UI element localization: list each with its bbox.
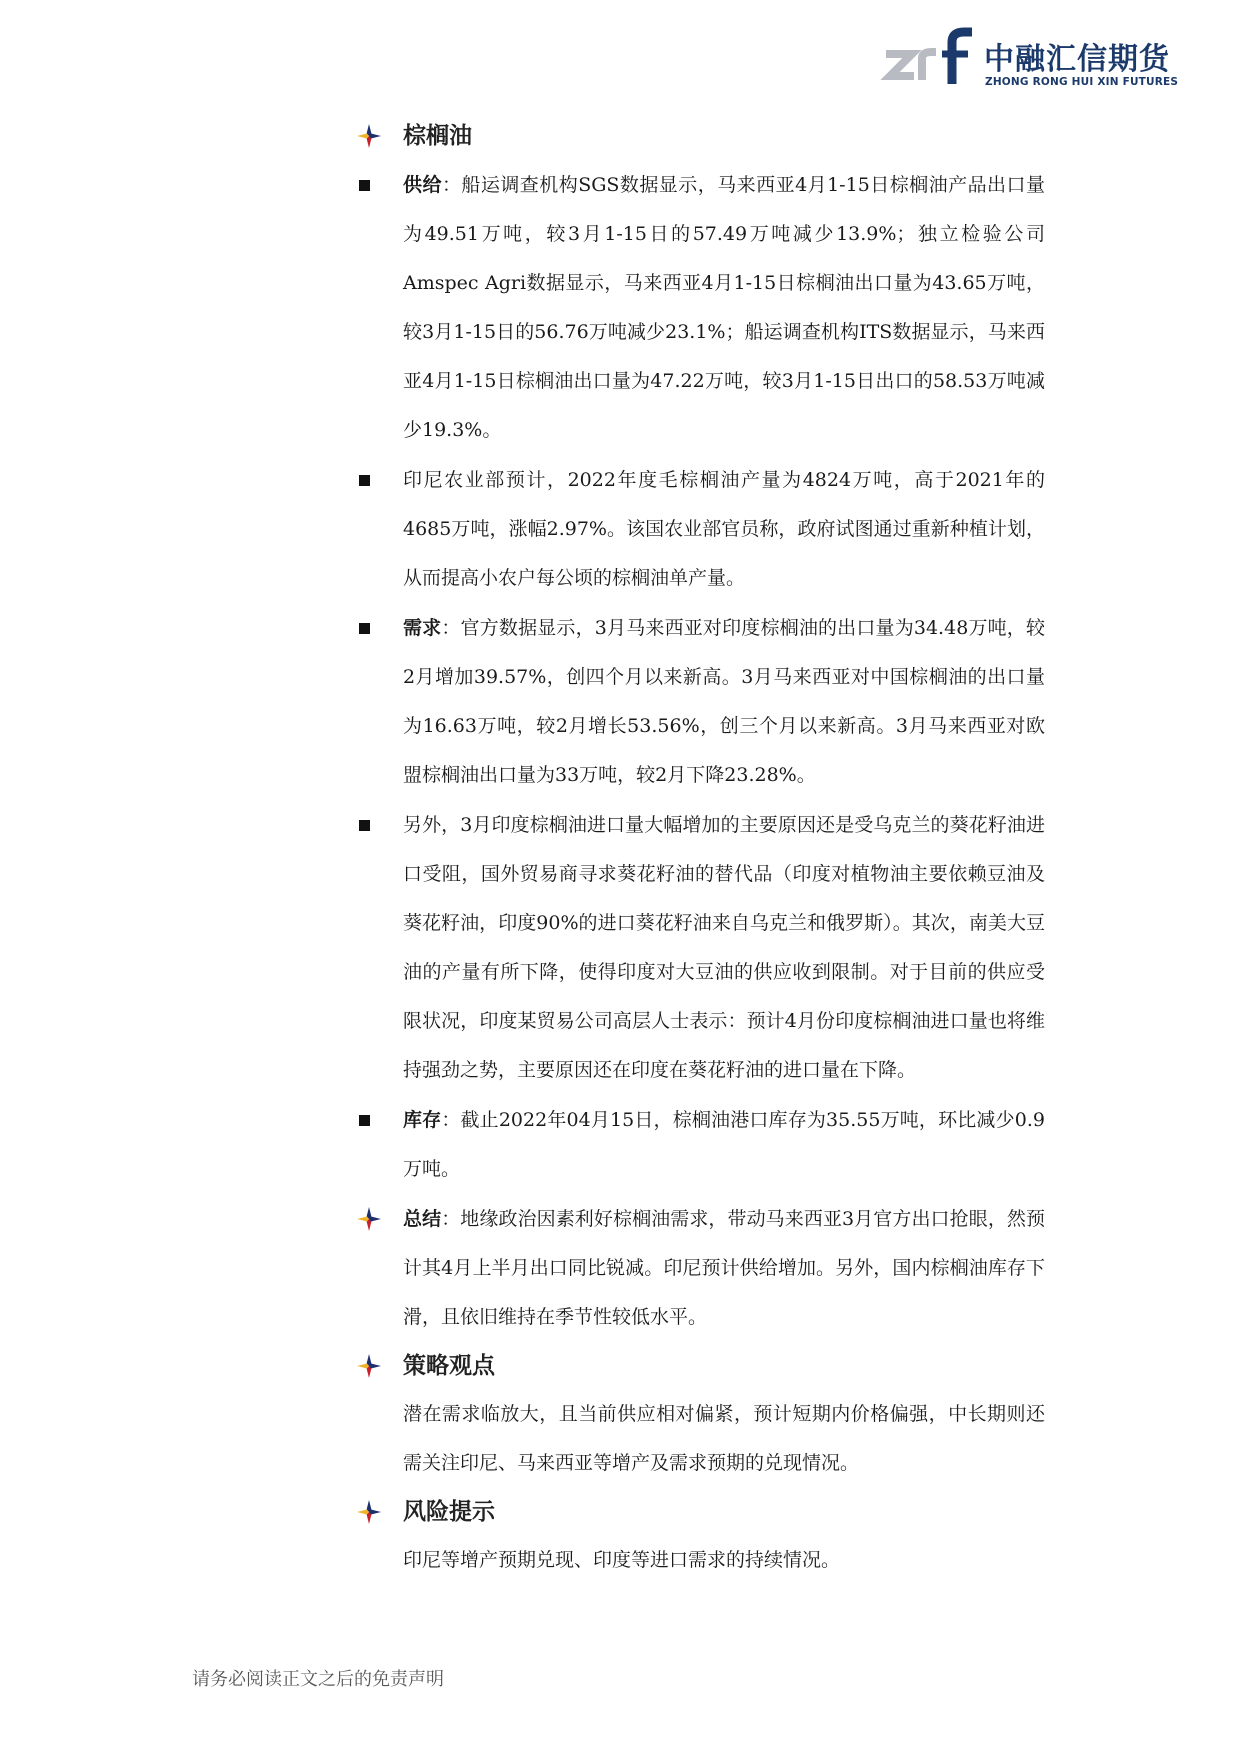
india-text: 另外，3月印度棕榈油进口量大幅增加的主要原因还是受乌克兰的葵花籽油进口受阻，国外贸易商寻求葵花籽油的替代品（印度对植物油主要依赖豆油及葵花籽油，印度90%的进口葵花籽油来自乌克兰和俄罗斯）。其次，南美大豆油的产量有所下降，使得印度对大豆油的供应收到限制。对于目前的供应受限状况，印度某贸易公司高层人士表示：预计4月份印度棕榈油进口量也将维持强劲之势，主要原因还在印度在葵花籽油的进口量在下降。: [403, 814, 1045, 1081]
summary-text: ：地缘政治因素利好棕榈油需求，带动马来西亚3月官方出口抢眼，然预计其4月上半月出口同比锐减。印尼预计供给增加。另外，国内棕榈油库存下滑，且依旧维持在季节性较低水平。: [403, 1208, 1045, 1328]
summary-bullet: [355, 1195, 1045, 1342]
demand-label: 需求: [403, 617, 442, 639]
company-name-cn: 中融汇信期货: [984, 42, 1170, 77]
square-bullet-icon: [359, 475, 370, 486]
section-title: 棕榈油: [403, 123, 472, 149]
supply-text: ：船运调查机构SGS数据显示，马来西亚4月1-15日棕榈油产品出口量为49.51万吨，较3月1-15日的57.49万吨减少13.9%；独立检验公司Amspec Agri数据显示，马来西亚4月1-15日棕榈油出口量为43.65万吨，较3月1-15日的56.76万吨减少23.1%；船运调查机构ITS数据显示，马来西亚4月1-15日棕榈油出口量为47.22万吨，较3月1-15日出口的58.53万吨减少19.3%。: [403, 174, 1045, 441]
inventory-text: ：截止2022年04月15日，棕榈油港口库存为35.55万吨，环比减少0.9万吨。: [403, 1109, 1045, 1180]
square-bullet-icon: [359, 180, 370, 191]
zrf-logo-mark: [882, 28, 978, 88]
indonesia-text: 印尼农业部预计，2022年度毛棕榈油产量为4824万吨，高于2021年的4685万吨，涨幅2.97%。该国农业部官员称，政府试图通过重新种植计划，从而提高小农户每公顷的棕榈油单产量。: [403, 469, 1045, 589]
compass-bullet-icon: [357, 124, 381, 148]
section-palm-oil: [355, 112, 1045, 160]
demand-text: ：官方数据显示，3月马来西亚对印度棕榈油的出口量为34.48万吨，较2月增加39.57%，创四个月以来新高。3月马来西亚对中国棕榈油的出口量为16.63万吨，较2月增长53.56%，创三个月以来新高。3月马来西亚对欧盟棕榈油出口量为33万吨，较2月下降23.28%。: [403, 617, 1045, 786]
square-bullet-icon: [359, 820, 370, 831]
india-bullet: [355, 801, 1045, 1095]
square-bullet-icon: [359, 623, 370, 634]
inventory-label: 库存: [403, 1109, 442, 1131]
risk-text: 印尼等增产预期兑现、印度等进口需求的持续情况。: [403, 1549, 841, 1571]
supply-bullet: [355, 161, 1045, 455]
square-bullet-icon: [359, 1115, 370, 1126]
section-strategy: [355, 1342, 1045, 1390]
strategy-text: 潜在需求临放大，且当前供应相对偏紧，预计短期内价格偏强，中长期则还需关注印尼、马来西亚等增产及需求预期的兑现情况。: [403, 1403, 1045, 1474]
summary-label: 总结: [403, 1208, 442, 1230]
indonesia-bullet: [355, 456, 1045, 603]
inventory-bullet: [355, 1096, 1045, 1194]
company-name-en: ZHONG RONG HUI XIN FUTURES: [985, 76, 1179, 88]
report-body: [355, 112, 1045, 1585]
supply-label: 供给: [403, 174, 442, 196]
footer-disclaimer: 请务必阅读正文之后的免责声明: [192, 1669, 444, 1690]
demand-bullet: [355, 604, 1045, 800]
section-title: 策略观点: [403, 1353, 495, 1379]
compass-bullet-icon: [357, 1207, 381, 1231]
compass-bullet-icon: [357, 1500, 381, 1524]
company-logo: [882, 28, 1182, 92]
section-title: 风险提示: [403, 1499, 495, 1525]
compass-bullet-icon: [357, 1354, 381, 1378]
section-risk: [355, 1488, 1045, 1536]
